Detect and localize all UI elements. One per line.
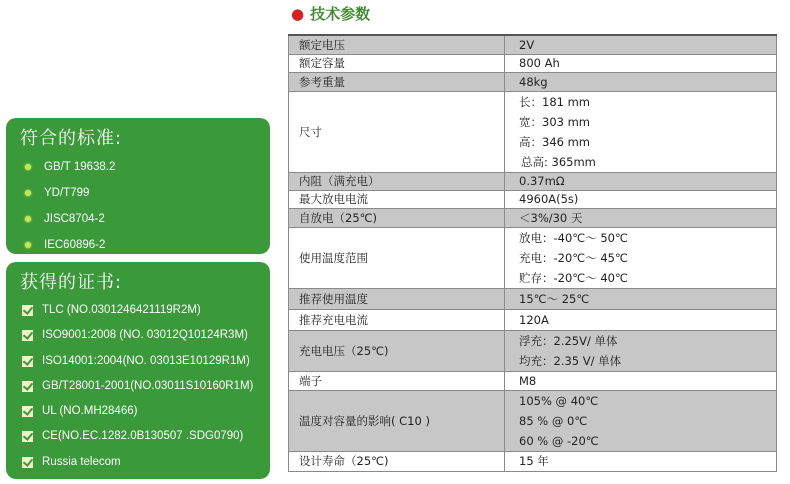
certificates-heading: 获得的证书: xyxy=(20,272,123,293)
table-row xyxy=(289,91,777,172)
checkbox-icon xyxy=(22,457,33,468)
certificates-list xyxy=(20,298,270,475)
checkbox-icon xyxy=(22,330,33,341)
spec-value: 48kg xyxy=(505,72,777,91)
spec-value: M8 xyxy=(505,371,777,390)
list-item: UL (NO.MH28466) xyxy=(20,399,270,424)
spec-value-line: 充电：-20℃～ 45℃ xyxy=(519,250,628,265)
table-row xyxy=(289,208,777,227)
spec-label: 推荐使用温度 xyxy=(289,288,505,309)
section-title-text: 技术参数 xyxy=(310,5,371,23)
red-dot-icon: ● xyxy=(291,5,305,23)
certificates-panel xyxy=(6,262,270,479)
bullet-icon xyxy=(25,216,31,222)
spec-label: 额定电压 xyxy=(289,35,505,54)
spec-value-line: 放电：-40℃～ 50℃ xyxy=(519,230,628,245)
list-item: YD/T799 xyxy=(20,180,270,206)
spec-label: 端子 xyxy=(289,371,505,390)
table-row xyxy=(289,390,777,451)
list-item: GB/T28001-2001(NO.03011S10160R1M) xyxy=(20,374,270,399)
spec-value xyxy=(505,330,777,371)
standards-list xyxy=(20,154,270,258)
standards-heading: 符合的标准: xyxy=(20,128,123,149)
spec-label: 尺寸 xyxy=(289,91,505,172)
table-row xyxy=(289,72,777,91)
spec-value: 120A xyxy=(505,309,777,330)
spec-label: 推荐充电电流 xyxy=(289,309,505,330)
spec-table xyxy=(288,34,777,472)
table-row xyxy=(289,35,777,54)
spec-value: 15 年 xyxy=(505,451,777,471)
list-item: CE(NO.EC.1282.0B130507 .SDG0790) xyxy=(20,424,270,449)
checkbox-icon xyxy=(22,431,33,442)
checkbox-icon xyxy=(22,381,33,392)
spec-label: 额定容量 xyxy=(289,54,505,72)
table-row xyxy=(289,330,777,371)
spec-value-line: 宽：303 mm xyxy=(519,114,591,129)
spec-value-line: 60 % @ -20℃ xyxy=(519,433,599,448)
list-item: GB/T 19638.2 xyxy=(20,154,270,180)
spec-label: 内阻（满充电） xyxy=(289,172,505,190)
spec-label: 自放电（25℃) xyxy=(289,208,505,227)
spec-value xyxy=(505,91,777,172)
spec-value-line: 85 % @ 0℃ xyxy=(519,413,588,428)
spec-value-line: 总高: 365mm xyxy=(521,154,596,169)
checkbox-icon xyxy=(22,406,33,417)
spec-value-line: 贮存：-20℃～ 40℃ xyxy=(519,270,628,285)
list-item: IEC60896-2 xyxy=(20,232,270,258)
spec-value xyxy=(505,227,777,288)
spec-label: 温度对容量的影响( C10 ) xyxy=(289,390,505,451)
section-title xyxy=(291,3,370,23)
list-item: TLC (NO.0301246421119R2M) xyxy=(20,298,270,323)
table-row xyxy=(289,227,777,288)
spec-label: 参考重量 xyxy=(289,72,505,91)
list-item: Russia telecom xyxy=(20,450,270,475)
bullet-icon xyxy=(25,190,31,196)
list-item: ISO9001:2008 (NO. 03012Q10124R3M) xyxy=(20,323,270,348)
spec-label: 充电电压（25℃) xyxy=(289,330,505,371)
list-item: ISO14001:2004(NO. 03013E10129R1M) xyxy=(20,349,270,374)
table-row xyxy=(289,371,777,390)
table-row xyxy=(289,309,777,330)
standards-panel xyxy=(6,118,270,254)
checkbox-icon xyxy=(22,356,33,367)
bullet-icon xyxy=(25,242,31,248)
spec-value-line: 浮充：2.25V/ 单体 xyxy=(519,333,618,348)
spec-value: 2V xyxy=(505,35,777,54)
spec-value: 4960A(5s) xyxy=(505,190,777,208)
table-row xyxy=(289,451,777,471)
list-item: JISC8704-2 xyxy=(20,206,270,232)
spec-label: 使用温度范围 xyxy=(289,227,505,288)
spec-value: 15℃～ 25℃ xyxy=(505,288,777,309)
spec-label: 最大放电电流 xyxy=(289,190,505,208)
table-row xyxy=(289,54,777,72)
bullet-icon xyxy=(25,164,31,170)
table-row xyxy=(289,190,777,208)
checkbox-icon xyxy=(22,305,33,316)
table-row xyxy=(289,288,777,309)
spec-value xyxy=(505,390,777,451)
spec-value-line: 均充：2.35 V/ 单体 xyxy=(519,353,622,368)
table-row xyxy=(289,172,777,190)
spec-value: 0.37mΩ xyxy=(505,172,777,190)
spec-value: 800 Ah xyxy=(505,54,777,72)
spec-value-line: 高：346 mm xyxy=(519,134,591,149)
spec-value-line: 长：181 mm xyxy=(519,94,591,109)
spec-value: ＜3%/30 天 xyxy=(505,208,777,227)
spec-label: 设计寿命（25℃) xyxy=(289,451,505,471)
spec-value-line: 105% @ 40℃ xyxy=(519,393,599,408)
